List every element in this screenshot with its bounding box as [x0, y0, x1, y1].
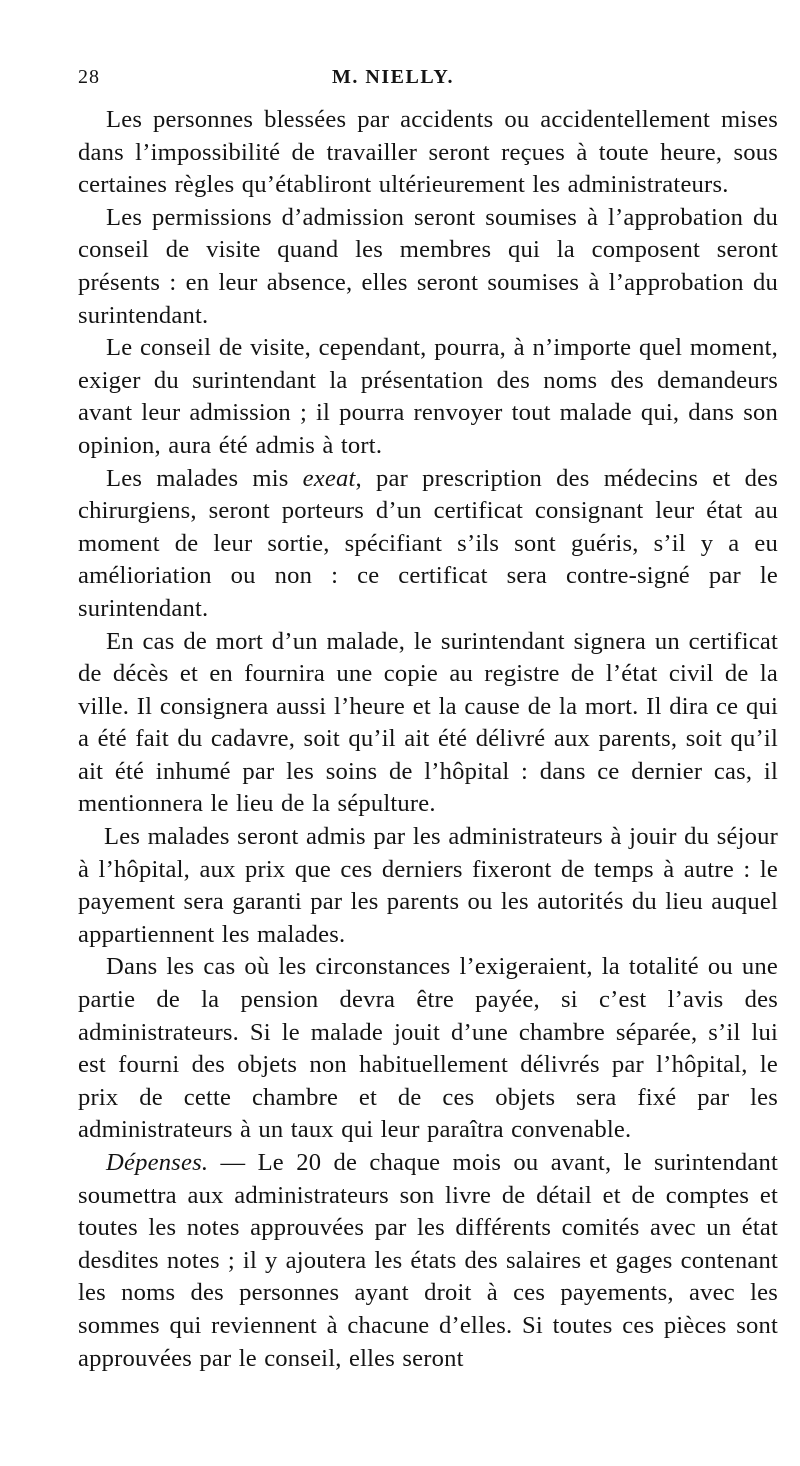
paragraph-mort: En cas de mort d’un malade, le surintendant signera un certificat de décès et en fournira une copie au registre de l’état civil de la ville. Il consignera aussi l’heure et la cause de la mort. Il dira ce qui a été fait du cadavre, soit qu’il ait été délivré aux parents, soit qu’il ait été inhumé par les soins de l’hôpital : dans ce dernier cas, il mentionnera le lieu de la sépulture.: [78, 627, 778, 818]
depenses-text-after: — Le 20 de chaque mois ou avant, le surintendant soumettra aux administrateurs son livre de détail et de comptes et toutes les notes approuvées par les différents comités avec un état desdites notes ; il y ajoutera les états des salaires et gages contenant les noms des personnes ayant droit à ces payements, avec les sommes qui reviennent à chacune d’elles. Si toutes ces pièces sont approuvées par le conseil, elles seront: [78, 1149, 778, 1372]
paragraph-admis: Les malades seront admis par les administrateurs à jouir du séjour à l’hôpital, aux prix que ces derniers fixeront de temps à autre : le payement sera garanti par les parents ou les autorités du lieu auquel appartiennent les malades.: [78, 823, 778, 948]
running-title: M. NIELLY.: [332, 66, 454, 88]
depenses-italic-heading: Dépenses.: [106, 1149, 209, 1176]
paragraph-permissions: Les permissions d’admission seront soumises à l’approbation du conseil de visite quand les membres qui la composent seront présents : en leur absence, elles seront soumises à l’approbation du surintendant.: [78, 203, 778, 329]
paragraph-pension: Dans les cas où les circonstances l’exigeraient, la totalité ou une partie de la pension devra être payée, si c’est l’avis des administrateurs. Si le malade jouit d’une chambre séparée, s’il lui est fourni des objets non habituellement délivrés par l’hôpital, le prix de cette chambre et de ces objets sera fixé par les administrateurs à un taux qui leur paraîtra convenable.: [78, 953, 778, 1144]
paragraph-conseil-visite: Le conseil de visite, cependant, pourra, à n’importe quel moment, exiger du surintendant la présentation des noms des demandeurs avant leur admission ; il pourra renvoyer tout malade qui, dans son opinion, aura été admis à tort.: [78, 334, 778, 459]
paragraph-blessees: Les personnes blessées par accidents ou accidentellement mises dans l’impossibilité de travailler seront reçues à toute heure, sous certaines règles qu’établiront ultérieurement les administrateurs.: [78, 106, 778, 199]
paragraph-exeat: [78, 463, 778, 626]
page-header: [78, 66, 768, 96]
exeat-text-before: Les malades mis: [106, 464, 303, 492]
page-number: 28: [78, 66, 100, 88]
body-text: [78, 104, 778, 1375]
exeat-italic-term: exeat: [302, 464, 356, 492]
exeat-text-after: , par prescription des médecins et des chirurgiens, seront porteurs d’un certificat consignant leur état au moment de leur sortie, spécifiant s’ils sont guéris, s’il y a eu amélioriation ou non : ce certificat sera contre-signé par le surintendant.: [78, 464, 778, 622]
paragraph-depenses: [78, 1147, 778, 1375]
